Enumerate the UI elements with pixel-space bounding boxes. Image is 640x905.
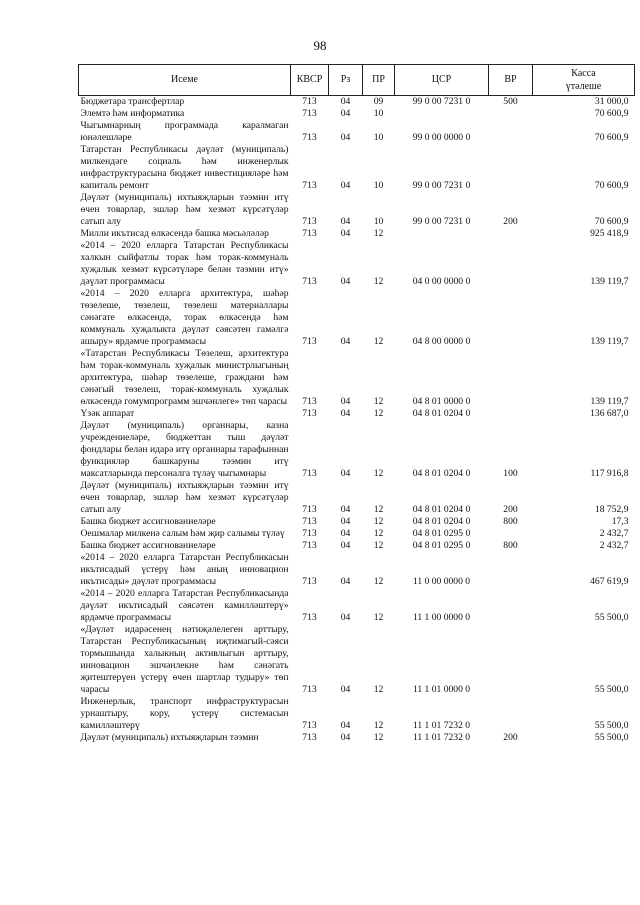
row-pr: 12 bbox=[373, 396, 384, 407]
header-csr: ЦСР bbox=[395, 65, 489, 96]
header-vr: ВР bbox=[489, 65, 533, 96]
table-row bbox=[79, 228, 635, 240]
row-csr: 11 1 01 0000 0 bbox=[412, 684, 471, 695]
row-rz: 04 bbox=[340, 228, 351, 239]
row-name: «2014 – 2020 елларга Татарстан Республикасын икътисадый үстерү һәм аның инновацион икътисады» дәүләт программасы bbox=[80, 552, 289, 587]
row-pr: 12 bbox=[373, 468, 384, 479]
row-kvsr: 713 bbox=[302, 108, 317, 119]
table-row bbox=[79, 540, 635, 552]
row-pr: 12 bbox=[373, 540, 384, 551]
row-sum: 117 916,8 bbox=[590, 468, 629, 479]
table-row bbox=[79, 732, 635, 744]
row-vr bbox=[489, 348, 533, 408]
row-vr: 200 bbox=[503, 732, 518, 743]
row-rz: 04 bbox=[340, 180, 351, 191]
row-vr bbox=[489, 408, 533, 420]
row-rz: 04 bbox=[340, 468, 351, 479]
row-csr: 99 0 00 7231 0 bbox=[412, 216, 471, 227]
row-vr bbox=[489, 552, 533, 588]
row-name: Чыгымнарның программада каралмаган юнәлешләре bbox=[80, 120, 289, 143]
row-sum: 2 432,7 bbox=[599, 528, 629, 539]
row-rz: 04 bbox=[340, 408, 351, 419]
row-csr bbox=[395, 228, 489, 240]
budget-table bbox=[78, 64, 635, 744]
header-sum-line1: Касса bbox=[571, 68, 596, 79]
row-pr: 12 bbox=[373, 408, 384, 419]
row-sum: 139 119,7 bbox=[590, 396, 629, 407]
table-row bbox=[79, 108, 635, 120]
row-csr: 04 8 01 0295 0 bbox=[412, 528, 471, 539]
row-pr: 10 bbox=[373, 216, 384, 227]
row-rz: 04 bbox=[340, 276, 351, 287]
row-sum: 139 119,7 bbox=[590, 336, 629, 347]
row-name: Дәүләт (муниципаль) органнары, казна учреждениеләре, бюджеттан тыш дәүләт фондлары белән идарә итү органнары тарафыннан функцияләр башкаруны тәэмин итү максатларында персоналга түләү чыгымнары bbox=[80, 420, 289, 479]
row-kvsr: 713 bbox=[302, 684, 317, 695]
row-pr: 12 bbox=[373, 516, 384, 527]
row-rz: 04 bbox=[340, 684, 351, 695]
row-pr: 12 bbox=[373, 720, 384, 731]
table-row bbox=[79, 120, 635, 144]
row-csr: 04 8 01 0204 0 bbox=[412, 516, 471, 527]
row-vr: 800 bbox=[503, 516, 518, 527]
row-kvsr: 713 bbox=[302, 96, 317, 107]
table-row bbox=[79, 288, 635, 348]
row-pr: 10 bbox=[373, 108, 384, 119]
table-row bbox=[79, 420, 635, 480]
table-row bbox=[79, 552, 635, 588]
row-name: Дәүләт (муниципаль) ихтыяҗларын тәэмин итү өчен товарлар, эшләр һәм хезмәт күрсәтүләр сатып алу bbox=[80, 192, 289, 227]
row-rz: 04 bbox=[340, 528, 351, 539]
row-sum: 136 687,0 bbox=[590, 408, 629, 419]
row-name: «2014 – 2020 елларга архитектура, шәһәр төзелеше, төзелеш, төзелеш материаллары сәнәгате өлкәсендә, торак өлкәсендә һәм коммуналь хуҗалыкта дәүләт сәясәтен гамәлгә ашыру» ярдәмче программасы bbox=[80, 288, 289, 347]
row-csr: 04 8 01 0204 0 bbox=[412, 504, 471, 515]
row-kvsr: 713 bbox=[302, 540, 317, 551]
row-csr: 99 0 00 7231 0 bbox=[412, 180, 471, 191]
row-csr: 11 1 00 0000 0 bbox=[412, 612, 471, 623]
row-rz: 04 bbox=[340, 516, 351, 527]
row-name: Инженерлык, транспорт инфраструктурасын урнаштыру, кору, үстерү системасын камилләштерү bbox=[80, 696, 289, 731]
row-name: Бюджетара трансфертлар bbox=[80, 96, 185, 107]
row-vr: 200 bbox=[503, 216, 518, 227]
row-kvsr: 713 bbox=[302, 408, 317, 419]
row-pr: 12 bbox=[373, 612, 384, 623]
row-name: Милли икътисад өлкәсендә башка мәсьәләләр bbox=[80, 228, 269, 239]
row-csr: 04 8 01 0204 0 bbox=[412, 468, 471, 479]
row-csr: 04 8 00 0000 0 bbox=[412, 336, 471, 347]
row-kvsr: 713 bbox=[302, 180, 317, 191]
row-kvsr: 713 bbox=[302, 720, 317, 731]
row-pr: 12 bbox=[373, 684, 384, 695]
table-row bbox=[79, 96, 635, 109]
header-sum-line2: үтәлеше bbox=[565, 81, 602, 92]
row-name: Татарстан Республикасы дәүләт (муниципаль) милкендәге социаль һәм инженерлык инфраструктурасына бюджет инвестицияләре һәм капиталь ремонт bbox=[80, 144, 289, 191]
table-row bbox=[79, 528, 635, 540]
row-sum: 925 418,9 bbox=[590, 228, 629, 239]
table-row bbox=[79, 240, 635, 288]
row-vr: 200 bbox=[503, 504, 518, 515]
row-rz: 04 bbox=[340, 108, 351, 119]
row-name: Оешмалар милкенә салым һәм җир салымы түләү bbox=[80, 528, 285, 539]
row-rz: 04 bbox=[340, 540, 351, 551]
row-rz: 04 bbox=[340, 96, 351, 107]
row-kvsr: 713 bbox=[302, 336, 317, 347]
row-csr: 04 0 00 0000 0 bbox=[412, 276, 471, 287]
row-pr: 12 bbox=[373, 336, 384, 347]
row-vr bbox=[489, 240, 533, 288]
row-kvsr: 713 bbox=[302, 276, 317, 287]
row-rz: 04 bbox=[340, 216, 351, 227]
row-sum: 70 600,9 bbox=[594, 180, 629, 191]
header-kvsr: КВСР bbox=[291, 65, 329, 96]
header-pr: ПР bbox=[363, 65, 395, 96]
row-name: «2014 – 2020 елларга Татарстан Республикасы халкын сыйфатлы торак һәм торак-коммуналь хуҗалык хезмәт күрсәтүләре белән тәэмин итү» дәүләт программасы bbox=[80, 240, 289, 287]
row-sum: 55 500,0 bbox=[594, 684, 629, 695]
row-rz: 04 bbox=[340, 732, 351, 743]
row-kvsr: 713 bbox=[302, 216, 317, 227]
row-rz: 04 bbox=[340, 132, 351, 143]
row-sum: 55 500,0 bbox=[594, 612, 629, 623]
row-rz: 04 bbox=[340, 336, 351, 347]
row-vr bbox=[489, 288, 533, 348]
row-sum: 18 752,9 bbox=[594, 504, 629, 515]
row-sum: 70 600,9 bbox=[594, 108, 629, 119]
row-csr: 11 1 01 7232 0 bbox=[412, 720, 471, 731]
row-name: Дәүләт (муниципаль) ихтыяҗларын тәэмин bbox=[80, 732, 259, 743]
row-vr bbox=[489, 144, 533, 192]
row-vr: 100 bbox=[503, 468, 518, 479]
row-csr: 99 0 00 7231 0 bbox=[412, 96, 471, 107]
row-csr: 04 8 01 0204 0 bbox=[412, 408, 471, 419]
row-pr: 12 bbox=[373, 528, 384, 539]
row-vr bbox=[489, 528, 533, 540]
row-kvsr: 713 bbox=[302, 528, 317, 539]
table-row bbox=[79, 480, 635, 516]
row-kvsr: 713 bbox=[302, 516, 317, 527]
row-sum: 31 000,0 bbox=[594, 96, 629, 107]
row-name: Дәүләт (муниципаль) ихтыяҗларын тәэмин итү өчен товарлар, эшләр һәм хезмәт күрсәтүләр сатып алу bbox=[80, 480, 289, 515]
row-kvsr: 713 bbox=[302, 732, 317, 743]
header-rz: Рз bbox=[329, 65, 363, 96]
row-kvsr: 713 bbox=[302, 576, 317, 587]
row-rz: 04 bbox=[340, 504, 351, 515]
row-csr: 04 8 01 0295 0 bbox=[412, 540, 471, 551]
row-name: Үзәк аппарат bbox=[80, 408, 135, 419]
row-sum: 139 119,7 bbox=[590, 276, 629, 287]
row-sum: 2 432,7 bbox=[599, 540, 629, 551]
header-sum bbox=[533, 65, 635, 96]
row-csr: 11 1 01 7232 0 bbox=[412, 732, 471, 743]
row-name: «Дәүләт идарәсенең нәтиҗәлелеген арттыру, Татарстан Республикасының иҗтимагый-сәяси тормышында халыкның активлыгын арттыру, инновацион эшчәнлекне һәм сәнәгать җитештерүен үстерү өчен шартлар тудыру» төп чарасы bbox=[80, 624, 289, 695]
row-kvsr: 713 bbox=[302, 132, 317, 143]
row-kvsr: 713 bbox=[302, 504, 317, 515]
table-body bbox=[79, 96, 635, 745]
row-name: «Татарстан Республикасы Төзелеш, архитектура һәм торак-коммуналь хуҗалык министрлыгының архитектура, шәһәр төзелеше, граждани һәм сәнәгый төзелеш, торак-коммуналь хуҗалык өлкәсендә гомумпрограмм эшчәнлеге» төп чарасы bbox=[80, 348, 289, 407]
table-row bbox=[79, 516, 635, 528]
row-pr: 10 bbox=[373, 132, 384, 143]
row-csr: 99 0 00 0000 0 bbox=[412, 132, 471, 143]
row-pr: 12 bbox=[373, 576, 384, 587]
row-sum: 467 619,9 bbox=[590, 576, 629, 587]
row-vr bbox=[489, 228, 533, 240]
row-sum: 55 500,0 bbox=[594, 720, 629, 731]
table-header-row bbox=[79, 65, 635, 96]
row-vr bbox=[489, 624, 533, 696]
row-vr bbox=[489, 120, 533, 144]
table-row bbox=[79, 144, 635, 192]
row-kvsr: 713 bbox=[302, 468, 317, 479]
row-rz: 04 bbox=[340, 612, 351, 623]
row-rz: 04 bbox=[340, 396, 351, 407]
row-vr: 500 bbox=[503, 96, 518, 107]
row-name: «2014 – 2020 елларга Татарстан Республикасында дәүләт икътисадый сәясәтен камилләштерү» ярдәмче программасы bbox=[80, 588, 289, 623]
row-vr bbox=[489, 588, 533, 624]
header-name: Исеме bbox=[79, 65, 291, 96]
row-name: Башка бюджет ассигнованиеләре bbox=[80, 516, 216, 527]
row-kvsr: 713 bbox=[302, 228, 317, 239]
row-pr: 12 bbox=[373, 276, 384, 287]
row-csr: 11 0 00 0000 0 bbox=[412, 576, 471, 587]
row-vr bbox=[489, 696, 533, 732]
row-name: Башка бюджет ассигнованиеләре bbox=[80, 540, 216, 551]
table-row bbox=[79, 348, 635, 408]
row-kvsr: 713 bbox=[302, 396, 317, 407]
table-row bbox=[79, 624, 635, 696]
row-pr: 12 bbox=[373, 228, 384, 239]
row-rz: 04 bbox=[340, 720, 351, 731]
row-sum: 70 600,9 bbox=[594, 216, 629, 227]
row-vr: 800 bbox=[503, 540, 518, 551]
row-pr: 12 bbox=[373, 732, 384, 743]
row-name: Элемтә һәм информатика bbox=[80, 108, 185, 119]
row-csr: 04 8 01 0000 0 bbox=[412, 396, 471, 407]
row-sum: 70 600,9 bbox=[594, 132, 629, 143]
row-pr: 09 bbox=[373, 96, 384, 107]
row-kvsr: 713 bbox=[302, 612, 317, 623]
row-rz: 04 bbox=[340, 576, 351, 587]
row-sum: 55 500,0 bbox=[594, 732, 629, 743]
row-pr: 10 bbox=[373, 180, 384, 191]
table-row bbox=[79, 192, 635, 228]
row-csr bbox=[395, 108, 489, 120]
row-pr: 12 bbox=[373, 504, 384, 515]
row-sum: 17,3 bbox=[611, 516, 629, 527]
table-row bbox=[79, 588, 635, 624]
table-row bbox=[79, 696, 635, 732]
row-vr bbox=[489, 108, 533, 120]
page-number: 98 bbox=[313, 38, 327, 53]
table-row bbox=[79, 408, 635, 420]
